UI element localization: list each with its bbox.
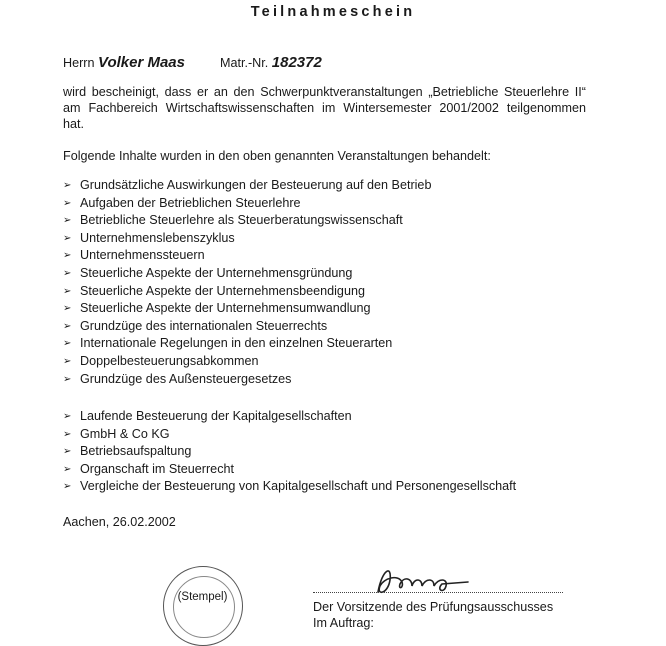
arrow-bullet-icon: ➢ [63,446,72,458]
topic-text: Vergleiche der Besteuerung von Kapitalgesellschaft und Personengesellschaft [80,479,517,494]
salutation: Herrn [63,56,95,70]
topic-item [63,212,623,230]
topic-text: Steuerliche Aspekte der Unternehmensbeendigung [80,283,365,298]
topics-intro: Folgende Inhalte wurden in den oben genannten Veranstaltungen behandelt: [63,149,491,163]
topic-text: Unternehmenssteuern [80,248,205,263]
topic-text: GmbH & Co KG [80,426,170,441]
matriculation-number: 182372 [271,54,322,71]
stamp-inner-ring [173,576,235,638]
arrow-bullet-icon: ➢ [63,232,72,244]
arrow-bullet-icon: ➢ [63,197,72,209]
topic-list-part1 [63,177,623,388]
signatory-title: Der Vorsitzende des Prüfungsausschusses [313,600,554,614]
topic-item [63,335,623,353]
recipient-line [63,54,185,71]
arrow-bullet-icon: ➢ [63,180,72,191]
arrow-bullet-icon: ➢ [63,355,72,367]
topic-text: Grundsätzliche Auswirkungen der Besteuerung auf den Betrieb [80,178,432,192]
arrow-bullet-icon: ➢ [63,303,72,315]
arrow-bullet-icon: ➢ [63,373,72,385]
topic-item [63,230,623,248]
topic-item [63,247,623,265]
recipient-name: Volker Maas [98,54,185,71]
topic-text: Steuerliche Aspekte der Unternehmensumwandlung [80,301,371,316]
topic-item [63,283,623,301]
signatory-authority: Im Auftrag: [313,616,374,630]
topic-item [63,318,623,336]
document-title: Teilnahmeschein [250,4,416,20]
arrow-bullet-icon: ➢ [63,285,72,297]
topic-item [63,426,623,444]
arrow-bullet-icon: ➢ [63,411,72,422]
topic-list-part2 [63,408,623,496]
topic-item [63,371,623,389]
place-date: Aachen, 26.02.2002 [63,515,176,529]
topic-text: Laufende Besteuerung der Kapitalgesellschaften [80,409,352,423]
topic-text: Aufgaben der Betrieblichen Steuerlehre [80,195,301,210]
topic-item [63,408,623,426]
paragraph-line: hat. [63,117,85,131]
matriculation-line [220,54,322,71]
paragraph-line: am Fachbereich Wirtschaftswissenschaften im Wintersemester 2001/2002 teilgenommen [63,101,586,115]
topic-text: Grundzüge des internationalen Steuerrechts [80,318,328,333]
arrow-bullet-icon: ➢ [63,481,72,493]
signature-line [313,592,563,593]
arrow-bullet-icon: ➢ [63,428,72,440]
handwritten-signature [368,560,478,600]
topic-item [63,195,623,213]
arrow-bullet-icon: ➢ [63,320,72,332]
arrow-bullet-icon: ➢ [63,267,72,279]
topic-text: Internationale Regelungen in den einzelnen Steuerarten [80,336,393,351]
topic-text: Grundzüge des Außensteuergesetzes [80,371,292,386]
topic-item [63,478,623,496]
arrow-bullet-icon: ➢ [63,215,72,227]
certification-paragraph [63,84,586,132]
arrow-bullet-icon: ➢ [63,463,72,475]
topic-item [63,443,623,461]
topic-text: Doppelbesteuerungsabkommen [80,353,259,368]
topic-item [63,300,623,318]
topic-item [63,265,623,283]
arrow-bullet-icon: ➢ [63,338,72,350]
stamp-label: (Stempel) [177,591,228,603]
topic-text: Betriebsaufspaltung [80,444,192,459]
matriculation-label: Matr.-Nr. [220,56,269,70]
arrow-bullet-icon: ➢ [63,250,72,262]
topic-text: Unternehmenslebenszyklus [80,230,235,245]
official-stamp [163,566,243,646]
topic-text: Betriebliche Steuerlehre als Steuerberatungswissenschaft [80,213,403,228]
topic-text: Steuerliche Aspekte der Unternehmensgründung [80,265,353,280]
topic-text: Organschaft im Steuerrecht [80,461,234,476]
paragraph-line: wird bescheinigt, dass er an den Schwerpunktveranstaltungen „Betriebliche Steuerlehre II“ [63,85,586,99]
topic-item [63,461,623,479]
topic-item [63,177,623,195]
topic-item [63,353,623,371]
